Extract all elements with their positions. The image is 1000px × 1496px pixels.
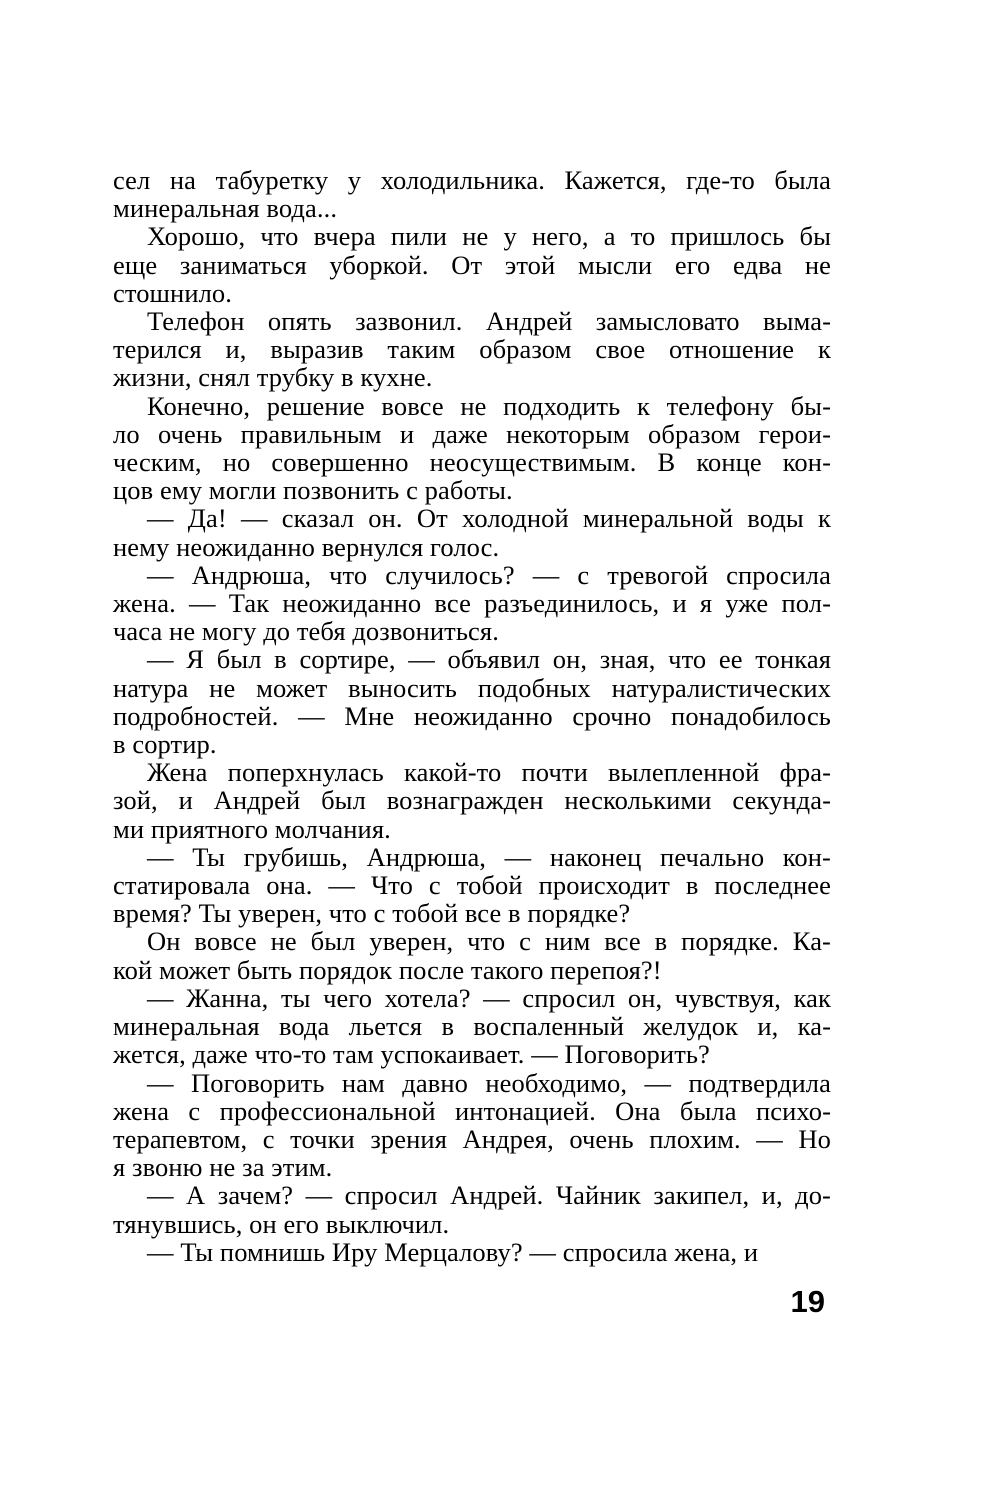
- text-line: Он вовсе не был уверен, что с ним все в порядке. Ка-: [147, 926, 831, 957]
- text-line: жизни, снял трубку в кухне.: [113, 362, 433, 393]
- text-line: Телефон опять зазвонил. Андрей замысловато выма-: [147, 306, 831, 337]
- text-line: — Ты помнишь Иру Мерцалову? — спросила жена, и: [147, 1236, 759, 1267]
- text-line: кой может быть порядок после такого перепоя?!: [113, 954, 662, 985]
- paragraph: [113, 166, 831, 222]
- paragraph: [113, 307, 831, 392]
- text-line: Хорошо, что вчера пили не у него, а то пришлось бы: [147, 221, 831, 252]
- text-line: — Андрюша, что случилось? — с тревогой спросила: [147, 559, 831, 590]
- text-line: жена. — Так неожиданно все разъединилось, и я уже пол-: [113, 588, 831, 619]
- text-line: минеральная вода льется в воспаленный желудок и, ка-: [113, 1011, 831, 1042]
- text-line: я звоню не за этим.: [113, 1152, 333, 1183]
- paragraph: [113, 504, 831, 560]
- text-line: терился и, выразив таким образом свое отношение к: [113, 334, 831, 365]
- text-line: часа не могу до тебя дозвониться.: [113, 616, 499, 647]
- text-line: цов ему могли позвонить с работы.: [113, 475, 513, 506]
- paragraph: [113, 222, 831, 307]
- text-line: ческим, но совершенно неосуществимым. В конце кон-: [113, 447, 831, 478]
- text-line: тянувшись, он его выключил.: [113, 1208, 450, 1239]
- text-line: — Я был в сортире, — объявил он, зная, что ее тонкая: [147, 644, 831, 675]
- text-line: ми приятного молчания.: [113, 813, 391, 844]
- text-line: — Жанна, ты чего хотела? — спросил он, чувствуя, как: [147, 982, 831, 1013]
- text-line: — А зачем? — спросил Андрей. Чайник закипел, и, до-: [147, 1180, 831, 1211]
- text-line: сел на табуретку у холодильника. Кажется, где-то была: [113, 165, 831, 195]
- text-line: — Да! — сказал он. От холодной минеральной воды к: [147, 503, 831, 534]
- text-line: терапевтом, с точки зрения Андрея, очень плохим. — Но: [113, 1123, 831, 1154]
- page-text-block: [113, 166, 831, 1266]
- text-line: Конечно, решение вовсе не подходить к телефону бы-: [147, 390, 831, 421]
- text-line: Жена поперхнулась какой-то почти вылепленной фра-: [147, 757, 831, 788]
- text-line: — Ты грубишь, Андрюша, — наконец печально кон-: [147, 841, 831, 872]
- text-line: в сортир.: [113, 729, 217, 760]
- text-line: время? Ты уверен, что с тобой все в порядке?: [113, 898, 631, 929]
- paragraph: [113, 645, 831, 758]
- paragraph: [113, 984, 831, 1069]
- text-line: ло очень правильным и даже некоторым образом герои-: [113, 418, 831, 449]
- paragraph: [113, 1069, 831, 1182]
- text-line: еще заниматься уборкой. От этой мысли его едва не: [113, 249, 831, 280]
- paragraph: [113, 392, 831, 505]
- text-line: нему неожиданно вернулся голос.: [113, 531, 500, 562]
- text-line: натура не может выносить подобных натуралистических: [113, 672, 831, 703]
- paragraph: [113, 1181, 831, 1237]
- text-line: — Поговорить нам давно необходимо, — подтвердила: [147, 1067, 831, 1098]
- text-line: жена с профессиональной интонацией. Она была психо-: [113, 1095, 831, 1126]
- paragraph: [113, 758, 831, 843]
- paragraph: [113, 843, 831, 928]
- text-line: стошнило.: [113, 277, 233, 308]
- paragraph: [113, 1238, 831, 1266]
- text-line: минеральная вода...: [113, 193, 338, 224]
- text-line: зой, и Андрей был вознагражден несколькими секунда-: [113, 785, 831, 816]
- paragraph: [113, 561, 831, 646]
- paragraph: [113, 927, 831, 983]
- page-number: 19: [790, 1284, 825, 1319]
- text-line: жется, даже что-то там успокаивает. — Поговорить?: [113, 1039, 710, 1070]
- text-line: статировала она. — Что с тобой происходит в последнее: [113, 870, 831, 901]
- text-line: подробностей. — Мне неожиданно срочно понадобилось: [113, 700, 831, 731]
